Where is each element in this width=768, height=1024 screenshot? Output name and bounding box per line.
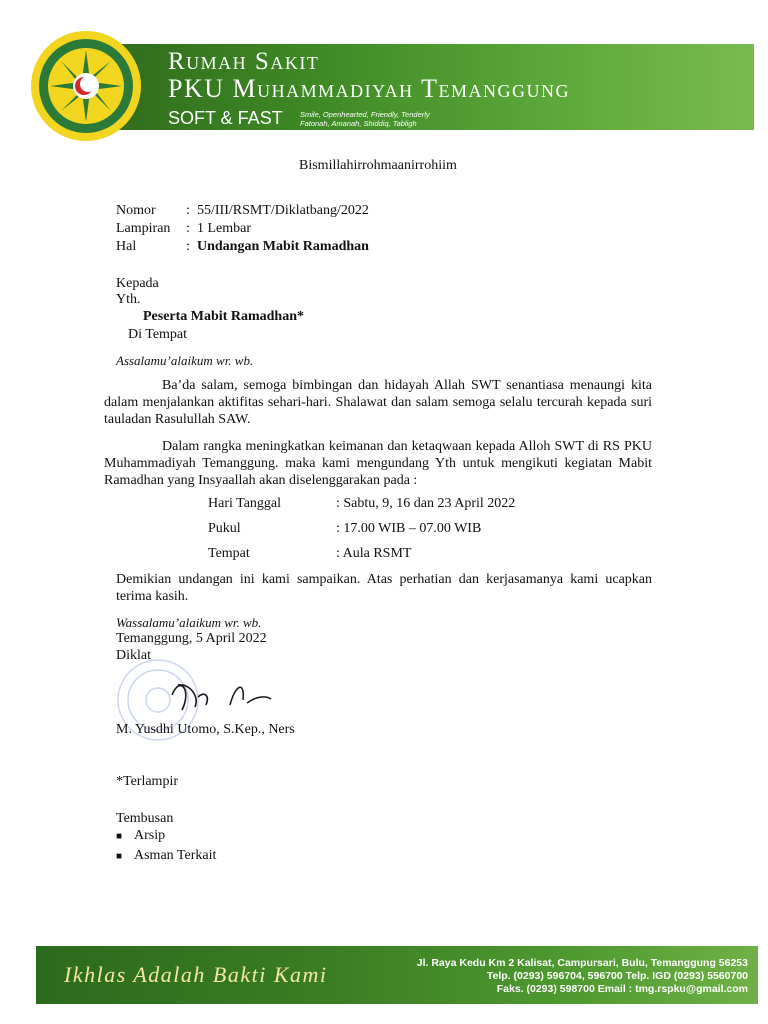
hospital-logo — [30, 30, 142, 142]
footer-address: Jl. Raya Kedu Km 2 Kalisat, Campursari, Bulu, Temanggung 56253 — [416, 957, 748, 969]
salutation: Assalamu’alaikum wr. wb. — [116, 353, 254, 368]
bullet-icon: ■ — [116, 831, 123, 842]
signatory-name: M. Yusdhi Utomo, S.Kep., Ners — [116, 722, 295, 737]
paragraph-1: Ba’da salam, semoga bimbingan dan hidayah Allah SWT senantiasa menaungi kita dalam menjalankan aktifitas sehari-hari. Shalawat dan salam semoga selalu tercurah kepada suri tauladan Rasulullah SAW. — [104, 378, 652, 427]
schedule-value-place: : Aula RSMT — [336, 546, 412, 561]
meta-value-lampiran: 1 Lembar — [197, 221, 252, 236]
recipient: Peserta Mabit Ramadhan* — [143, 309, 304, 324]
closing-paragraph: Demikian undangan ini kami sampaikan. Atas perhatian dan kerjasamanya kami ucapkan terima kasih. — [116, 572, 652, 604]
attachment-note: *Terlampir — [116, 774, 178, 789]
meta-label-lampiran: Lampiran — [116, 221, 171, 236]
issuing-unit: Diklat — [116, 648, 151, 663]
cc-title: Tembusan — [116, 811, 174, 826]
bullet-icon: ■ — [116, 851, 123, 862]
to-yth: Yth. — [116, 292, 141, 307]
paragraph-2: Dalam rangka meningkatkan keimanan dan ketaqwaan kepada Alloh SWT di RS PKU Muhammadiyah Temanggung. maka kami mengundang Yth untuk mengikuti kegiatan Mabit Ramadhan yang Insyaallah akan diselenggarakan pada : — [104, 439, 652, 488]
schedule-label-date: Hari Tanggal — [208, 496, 282, 511]
meta-colon: : — [186, 203, 190, 218]
city-date: Temanggung, 5 April 2022 — [116, 631, 267, 646]
meta-label-nomor: Nomor — [116, 203, 156, 218]
hospital-type: Rumah Sakit — [168, 48, 320, 75]
meta-label-hal: Hal — [116, 239, 137, 254]
meta-value-nomor: 55/III/RSMT/Diklatbang/2022 — [197, 203, 369, 218]
slogan: SOFT & FAST — [168, 108, 283, 128]
signature-mark — [225, 675, 275, 715]
meta-value-hal: Undangan Mabit Ramadhan — [197, 239, 369, 254]
to-kepada: Kepada — [116, 276, 159, 291]
meta-colon: : — [186, 221, 190, 236]
schedule-value-date: : Sabtu, 9, 16 dan 23 April 2022 — [336, 496, 516, 511]
tagline-line1: Smile, Openhearted, Friendly, Tenderly — [300, 110, 430, 119]
cc-item: Asman Terkait — [134, 848, 217, 863]
tagline-line2: Fatonah, Amanah, Shiddiq, Tabligh — [300, 119, 417, 128]
footer-fax-email: Faks. (0293) 598700 Email : tmg.rspku@gmail.com — [496, 983, 748, 995]
cc-item: Arsip — [134, 828, 166, 843]
letter-footer — [36, 946, 758, 1004]
schedule-label-time: Pukul — [208, 521, 241, 536]
meta-colon: : — [186, 239, 190, 254]
opening-basmalah: Bismillahirrohmaanirrohiim — [299, 158, 457, 173]
recipient-place: Di Tempat — [128, 327, 188, 342]
schedule-label-place: Tempat — [208, 546, 250, 561]
hospital-name: PKU Muhammadiyah Temanggung — [168, 74, 571, 103]
tagline — [300, 110, 430, 128]
letterhead — [30, 30, 754, 142]
footer-motto: Ikhlas Adalah Bakti Kami — [64, 962, 328, 987]
schedule-value-time: : 17.00 WIB – 07.00 WIB — [336, 521, 482, 536]
footer-phone: Telp. (0293) 596704, 596700 Telp. IGD (0293) 5560700 — [486, 970, 748, 982]
closing-salutation: Wassalamu’alaikum wr. wb. — [116, 615, 262, 630]
